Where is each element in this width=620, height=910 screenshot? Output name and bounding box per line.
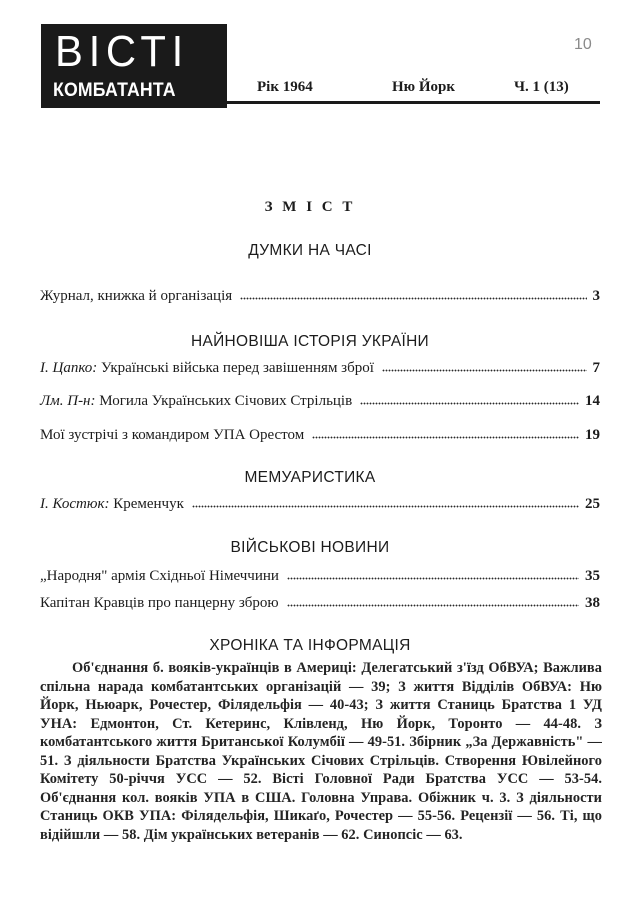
masthead-title: ВІСТІ	[55, 27, 189, 76]
toc-entry[interactable]	[40, 425, 600, 445]
toc-entry-title: Українські війська перед завішенням зброї	[101, 360, 374, 376]
issue-place: Ню Йорк	[392, 79, 456, 95]
toc-page-number: 38	[585, 595, 600, 611]
masthead-logo	[41, 24, 227, 108]
toc-page-number: 7	[592, 360, 600, 376]
toc-dot-leader	[287, 597, 579, 607]
toc-page-number: 35	[585, 568, 600, 584]
toc-page-number: 14	[585, 393, 600, 409]
toc-dot-leader	[287, 570, 579, 580]
masthead-subtitle: КОМБАТАНТА	[53, 80, 176, 101]
toc-dot-leader	[360, 395, 579, 405]
toc-entry-author: І. Цапко:	[40, 360, 98, 376]
toc-entry-author: Лм. П-н:	[40, 393, 96, 409]
section-heading: ХРОНІКА ТА ІНФОРМАЦІЯ	[209, 637, 411, 654]
toc-page-number: 3	[592, 288, 600, 304]
toc-dot-leader	[312, 429, 579, 439]
toc-entry-title: „Народня" армія Східньої Німеччини	[40, 568, 279, 584]
toc-page-number: 25	[585, 496, 600, 512]
toc-entry-title: Капітан Кравців про панцерну зброю	[40, 595, 279, 611]
section-heading: ДУМКИ НА ЧАСІ	[248, 242, 372, 259]
toc-dot-leader	[382, 362, 587, 372]
handwritten-note: 10	[574, 36, 592, 53]
header-rule	[227, 101, 600, 104]
toc-entry[interactable]	[40, 566, 600, 586]
toc-entry[interactable]	[40, 494, 600, 514]
section-heading: ВІЙСЬКОВІ НОВИНИ	[230, 539, 390, 556]
toc-entry-title: Могила Українських Січових Стрільців	[99, 393, 353, 409]
contents-title: З М І С Т	[264, 199, 356, 215]
toc-entry[interactable]	[40, 358, 600, 378]
toc-entry[interactable]	[40, 286, 600, 306]
toc-dot-leader	[240, 290, 586, 300]
toc-entry[interactable]	[40, 391, 600, 411]
toc-page-number: 19	[585, 427, 600, 443]
toc-dot-leader	[192, 498, 579, 508]
toc-entry-title: Мої зустрічі з командиром УПА Орестом	[40, 427, 305, 443]
section-heading: МЕМУАРИСТИКА	[244, 469, 376, 486]
toc-entry[interactable]	[40, 593, 600, 613]
toc-entry-title: Кременчук	[113, 496, 184, 512]
chronicle-paragraph: Об'єднання б. вояків-українців в Америці: Делегатський з'їзд ОбВУА; Важлива спільна нарада комбатантських організацій — 39; З життя Відділів ОбВУА: Ню Йорк, Ньюарк, Рочестер, Філядельфія — 40-43; З життя Станиць Братства 1 УД УНА: Едмонтон, Ст. Кетеринс, Клівленд, Ню Йорк, Торонто — 44-48. З комбатантського життя Британської Колумбії — 49-51. Збірник „За Державність" — 51. З діяльности Братства Українських Січових Стрільців. Створення Ювілейного Комітету 50-річчя УСС — 52. Вісті Головної Ради Братства УСС — 53-54. Об'єднання кол. вояків УПА в США. Головна Управа. Обіжник ч. 3. З діяльности Станиць ОКВ УПА: Філядельфія, Шикаґо, Рочестер — 55-56. Рецензії — 56. Ті, що відійшли — 58. Дім українських ветеранів — 62. Синопсіс — 63.	[40, 660, 602, 843]
toc-entry-title: Журнал, книжка й організація	[40, 288, 233, 304]
toc-entry-author: І. Костюк:	[40, 496, 110, 512]
issue-number: Ч. 1 (13)	[514, 79, 569, 95]
issue-year: Рік 1964	[257, 79, 313, 95]
section-heading: НАЙНОВІША ІСТОРІЯ УКРАЇНИ	[190, 333, 430, 350]
